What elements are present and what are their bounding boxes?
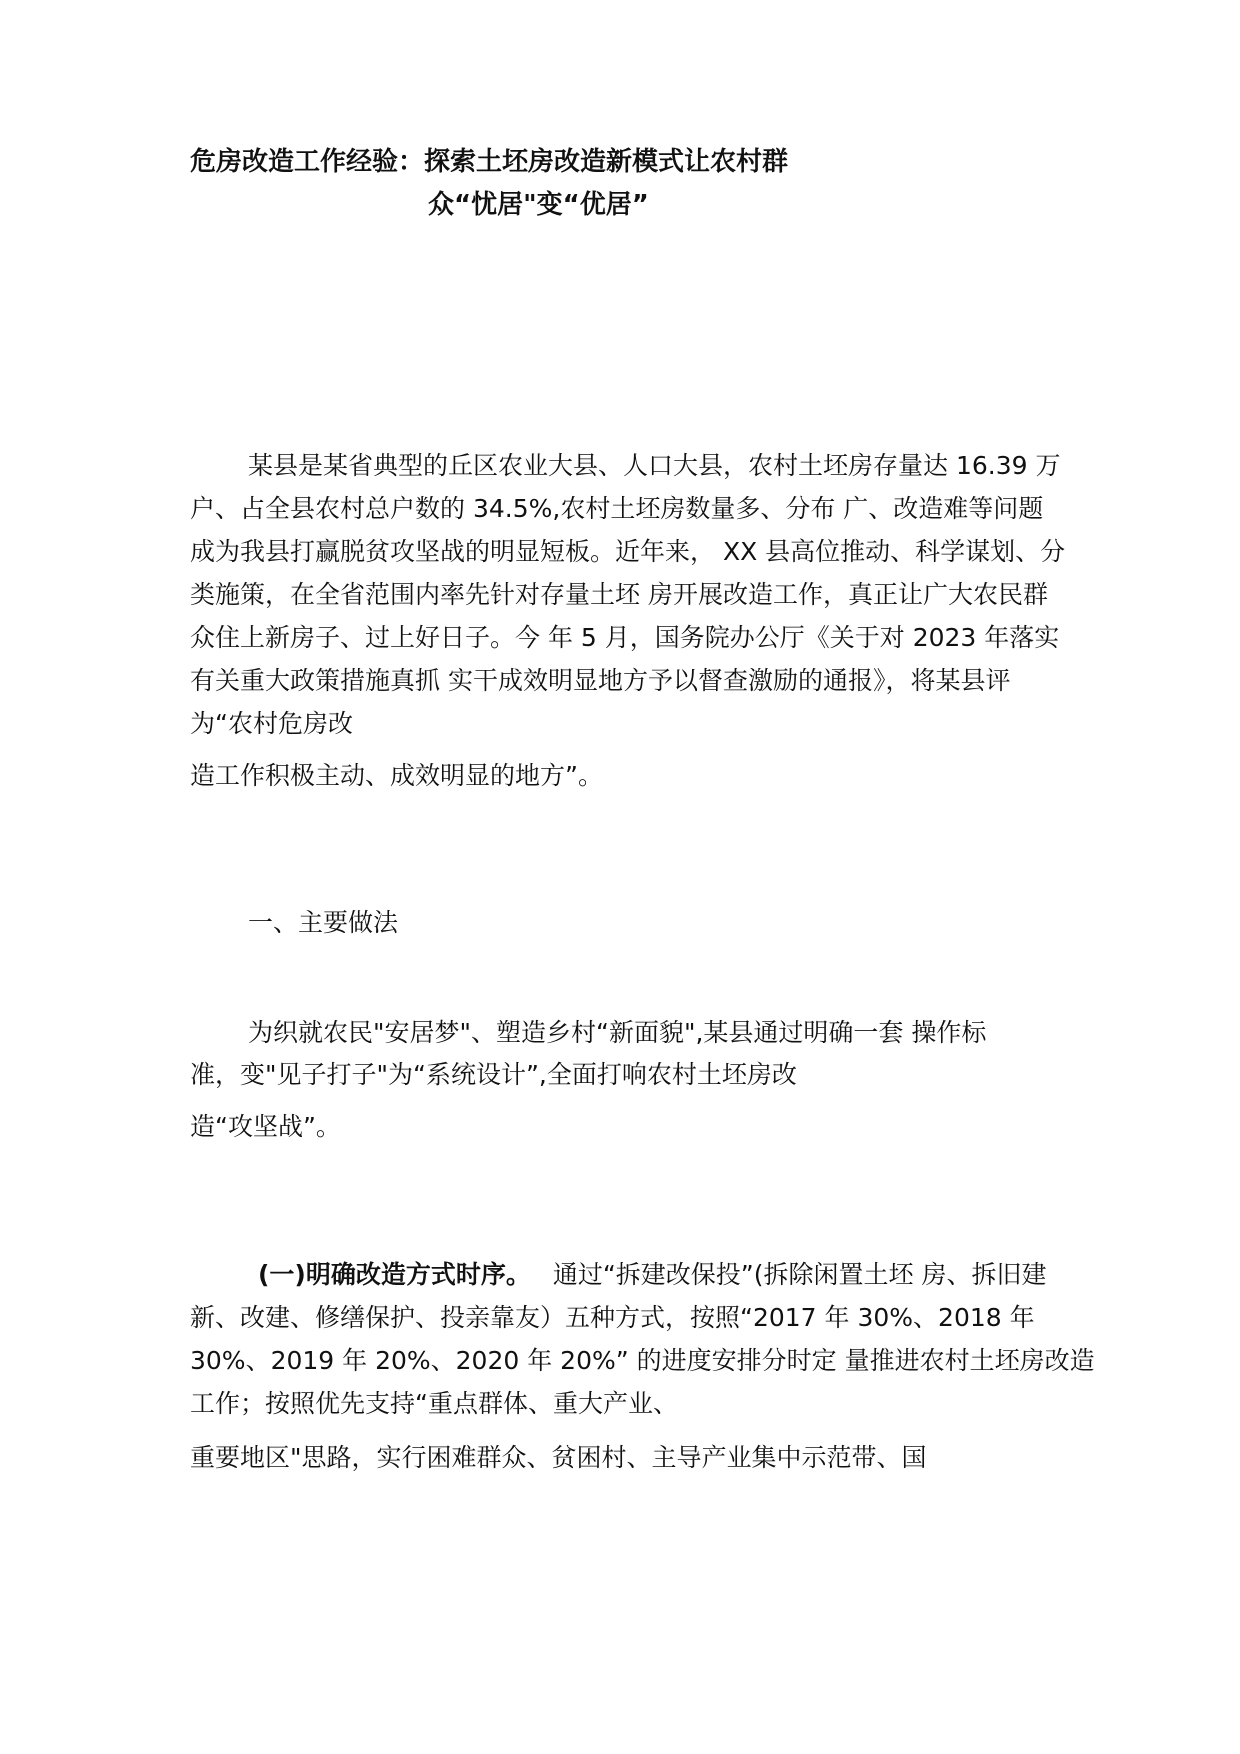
subsection-paragraph-line: 30%、2019 年 20%、2020 年 20%” 的进度安排分时定 量推进农村土坯房改造 — [190, 1346, 1095, 1375]
intro-paragraph-line: 类施策，在全省范围内率先针对存量土坯 房开展改造工作，真正让广大农民群 — [190, 580, 1048, 609]
document-title-line-2: 众“忧居"变“优居” — [428, 190, 649, 220]
intro-paragraph-line: 为“农村危房改 — [190, 709, 353, 738]
intro-paragraph-line: 有关重大政策措施真抓 实干成效明显地方予以督查激励的通报》，将某县评 — [190, 666, 1011, 695]
intro-paragraph-line: 户、占全县农村总户数的 34.5%,农村土坯房数量多、分布 广、改造难等问题 — [190, 494, 1044, 523]
section-paragraph-line: 准，变"见子打子"为“系统设计”,全面打响农村土坯房改 — [190, 1060, 797, 1089]
subsection-paragraph-line: 工作；按照优先支持“重点群体、重大产业、 — [190, 1389, 678, 1418]
subsection-paragraph-line: 新、改建、修缮保护、投亲靠友）五种方式，按照“2017 年 30%、2018 年 — [190, 1303, 1035, 1332]
subsection-paragraph-text: 通过“拆建改保投”(拆除闲置土坯 房、拆旧建 — [552, 1260, 1047, 1289]
subsection-first-line — [258, 1258, 1046, 1292]
subsection-heading: (一)明确改造方式时序。 — [258, 1260, 531, 1289]
section-paragraph-line: 造“攻坚战”。 — [190, 1112, 341, 1141]
intro-paragraph-line: 造工作积极主动、成效明显的地方”。 — [190, 761, 603, 790]
section-paragraph-line: 为织就农民"安居梦"、塑造乡村“新面貌",某县通过明确一套 操作标 — [248, 1018, 987, 1047]
section-heading: 一、主要做法 — [248, 908, 399, 937]
intro-paragraph-line: 成为我县打赢脱贫攻坚战的明显短板。近年来， XX 县高位推动、科学谋划、分 — [190, 537, 1066, 566]
intro-paragraph-line: 众住上新房子、过上好日子。今 年 5 月，国务院办公厅《关于对 2023 年落实 — [190, 623, 1060, 652]
document-title-line-1: 危房改造工作经验：探索土坯房改造新模式让农村群 — [190, 147, 789, 177]
subsection-paragraph-line: 重要地区"思路，实行困难群众、贫困村、主导产业集中示范带、国 — [190, 1443, 927, 1472]
intro-paragraph-line: 某县是某省典型的丘区农业大县、人口大县，农村土坯房存量达 16.39 万 — [248, 451, 1061, 480]
